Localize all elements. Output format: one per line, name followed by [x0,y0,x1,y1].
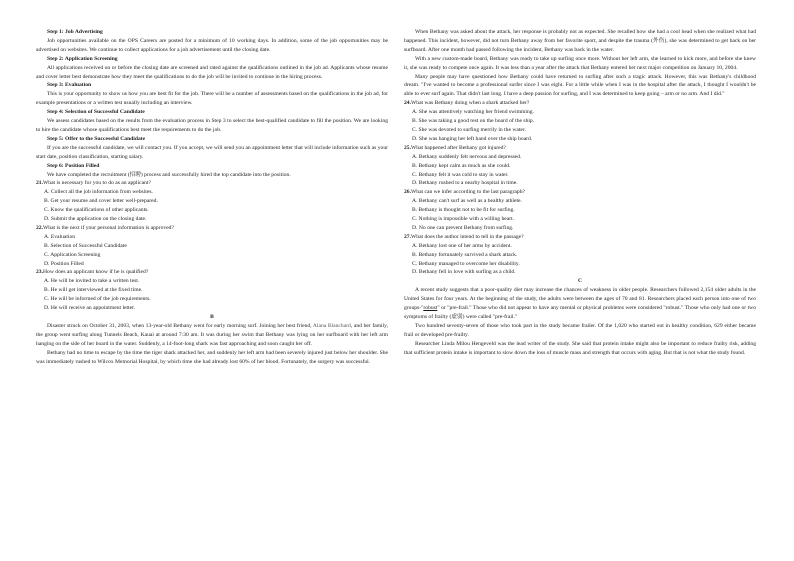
q26-option-c: C. Nothing is impossible with a willing heart. [412,216,515,223]
q22-option-b: B. Selection of Successful Candidate [44,242,127,249]
passage-b-paragraph-2: Bethany had no time to escape by the time the tiger shark attacked her, and suddenly her left arm had been severely injured just below her shoulder. She was immediately rushed to Wilcox Memorial Hospital, by which time she had already lost 60% of her blood. Fortunately, the surgery was successful. [36,349,388,365]
step-3-text: This is your opportunity to show us how you are best fit for the job. There will be a number of assessments based on the qualifications in the job ad, for example presentations or a written test usually including an interview. [36,91,388,107]
q22-option-c: C. Application Screening [44,251,101,258]
q21-option-b: B. Get your resume and cover letter well-prepared. [44,198,158,205]
q25-option-a: A. Bethany suddenly felt nervous and depressed. [412,153,522,160]
passage-b-paragraph-1: Disaster struck on October 31, 2003, when 13-year-old Bethany went for early morning surf. Joining her best friend, Alana Blanchard, and her family, the group went surfing along Tunnels Beach, Kauai at around 7:30 am. It was during her swim that Bethany was lying on her surfboard with her left arm hanging on the side of her board in the water. Suddenly, a 14-foot-long shark was fast approaching and soon caught her off. [36,322,388,347]
question-21: 21.What is necessary for you to do as an applicant? [36,180,151,187]
q22-option-d: D. Position Filled [44,260,84,267]
q25-option-b: B. Bethany kept calm as much as she could. [412,162,511,169]
question-27: 27.What does the author intend to tell in the passage? [404,233,524,240]
step-3-title: Step 3: Evaluation [47,82,92,89]
step-2-title: Step 2: Application Screening [47,55,118,62]
passage-c-paragraph-2: Two hundred seventy-seven of those who took part in the study became frailer. Of the 1,020 who started out in healthy condition, 629 either became frail or developed pre-frailty. [404,322,756,338]
step-4-text: We assess candidates based on the results from the evaluation process in Step 3 to select the best-qualified candidate to fill the position. We are looking to hire the candidate whose qualifications best meet the requirements to do the job. [36,118,388,133]
question-22: 22.What is the next if your personal information is approved? [36,224,174,231]
step-6-text: We have completed the recruitment (招聘) process and successfully hired the top candidate into the position. [47,171,291,178]
step-5-text: If you are the successful candidate, we will contact you. If you accept, we will send you an appointment letter that will include information such as your start date, position classification, starting salary. [36,144,388,160]
passage-b-paragraph-3: When Bethany was asked about the attack, her response is probably not as expected. She recalled how she had a cool head when she realized what had happened. This incident, however, did not turn Bethany away from her favorite sport, and despite the trauma (外伤), she was determined to get back on her surfboard. After one month had passed following the incident, Bethany was back in the water. [404,29,756,53]
q23-option-c: C. He will be informed of the job requirements. [44,296,151,303]
q25-option-d: D. Bethany rushed to a nearby hospital in time. [412,180,518,187]
q24-option-b: B. She was taking a good rest on the board of the ship. [412,118,535,125]
q26-option-d: D. No one can prevent Bethany from surfing. [412,224,514,231]
step-1-title: Step 1: Job Advertising [47,29,103,35]
q27-option-a: A. Bethany lost one of her arms by accident. [412,242,512,249]
step-2-text: All applications received on or before the closing date are screened and rated against the qualifications outlined in the job ad. Applicants whose resume and cover letter best demonstrate how they meet the qualifications to do the job will be invited to continue in the hiring process. [36,64,388,80]
q27-option-d: D. Bethany fell in love with surfing as a child. [412,269,516,276]
right-column [404,28,756,358]
question-26: 26.What can we infer according to the last paragraph? [404,189,525,196]
passage-b-paragraph-4: With a new custom-made board, Bethany was ready to take up surfing once more. Without her left arm, she learned to kick more, and before she knew it, she was ready to compete once again. It was less than a year after the attack that Bethany entered her next major competition on January 10, 2004. [404,55,756,71]
q23-option-a: A. He will be invited to take a written test. [44,278,140,285]
step-5-title: Step 5: Offer to the Successful Candidate [47,135,146,142]
section-b-label: B [210,314,214,320]
q21-option-a: A. Collect all the job information from websites. [44,189,153,196]
passage-c-paragraph-1: A recent study suggests that a poor-quality diet may increase the chances of weakness in older people. Researchers followed 2,154 older adults in the United States for four years. At the beginning of the study, the adults were between the ages of 70 and 81. Researchers placed each person into one of two groups-"robust" or "pre-frail." Those who did not appear to have any mental or physical problems were considered "robust." Those who only had one or two symptoms of frailty (虚弱) were called "pre-frail." [404,287,756,320]
q24-option-d: D. She was hanging her left hand over the ship board. [412,135,533,142]
left-column [36,28,388,366]
question-25: 25.What happened after Bethany got injured? [404,144,506,151]
q22-option-a: A. Evaluation [44,233,76,240]
passage-b-paragraph-5: Many people may have questioned how Bethany could have returned to surfing after such a tragic attack. However, this was Bethany's childhood dream. "I've wanted to become a professional surfer since I was eight. For a little while when I was in the hospital after the attack, I thought I wouldn't be able to ever surf again. That didn't last long. I have a deep passion for surfing, and I was determined to keep going – arm or no arm. And I did." [404,73,756,98]
q24-option-a: A. She was attentively watching her friend swimming. [412,109,534,116]
robust-underlined: robust [423,305,438,312]
q26-option-b: B. Bethany is thought not to be fit for surfing. [412,207,515,214]
q27-option-c: C. Bethany managed to overcome her disability. [412,260,520,267]
q23-option-d: D. He will receive an appointment letter. [44,305,136,312]
question-23: 23.How does an applicant know if he is qualified? [36,269,149,276]
q23-option-b: B. He will get interviewed at the fixed time. [44,287,143,294]
q21-option-c: C. Know the qualifications of other applicants. [44,207,149,214]
step-4-title: Step 4: Selection of Successful Candidate [47,109,145,116]
step-6-title: Step 6: Position Filled [47,162,100,169]
passage-c-paragraph-3: Researcher Linda Milou Hengeveld was the lead writer of the study. She said that protein intake might also be important to reduce frailty risk, adding that sufficient protein intake is important to slow down the loss of muscle mass and strength that occurs with aging. But that is not what the study found. [404,340,756,356]
question-24: 24.What was Bethany doing when a shark attacked her? [404,100,530,107]
q26-option-a: A. Bethany can't surf as well as a healthy athlete. [412,198,522,205]
q21-option-d: D. Submit the application on the closing date. [44,216,147,223]
q24-option-c: C. She was devoted to surfing merrily in the water. [412,126,526,133]
q25-option-c: C. Bethany felt it was cold to stay in water. [412,171,509,178]
alana-blanchard-link[interactable]: Alana Blanchard [312,322,351,329]
step-1-text: Job opportunities available on the OPS Careers are posted for a minimum of 10 working days. In addition, some of the job opportunities may be advertised on websites. We continue to collect applications for a job advertisement until the closing date. [36,37,388,53]
section-c-label: C [577,278,583,285]
q27-option-b: B. Bethany fortunately survived a shark attack. [412,251,518,258]
